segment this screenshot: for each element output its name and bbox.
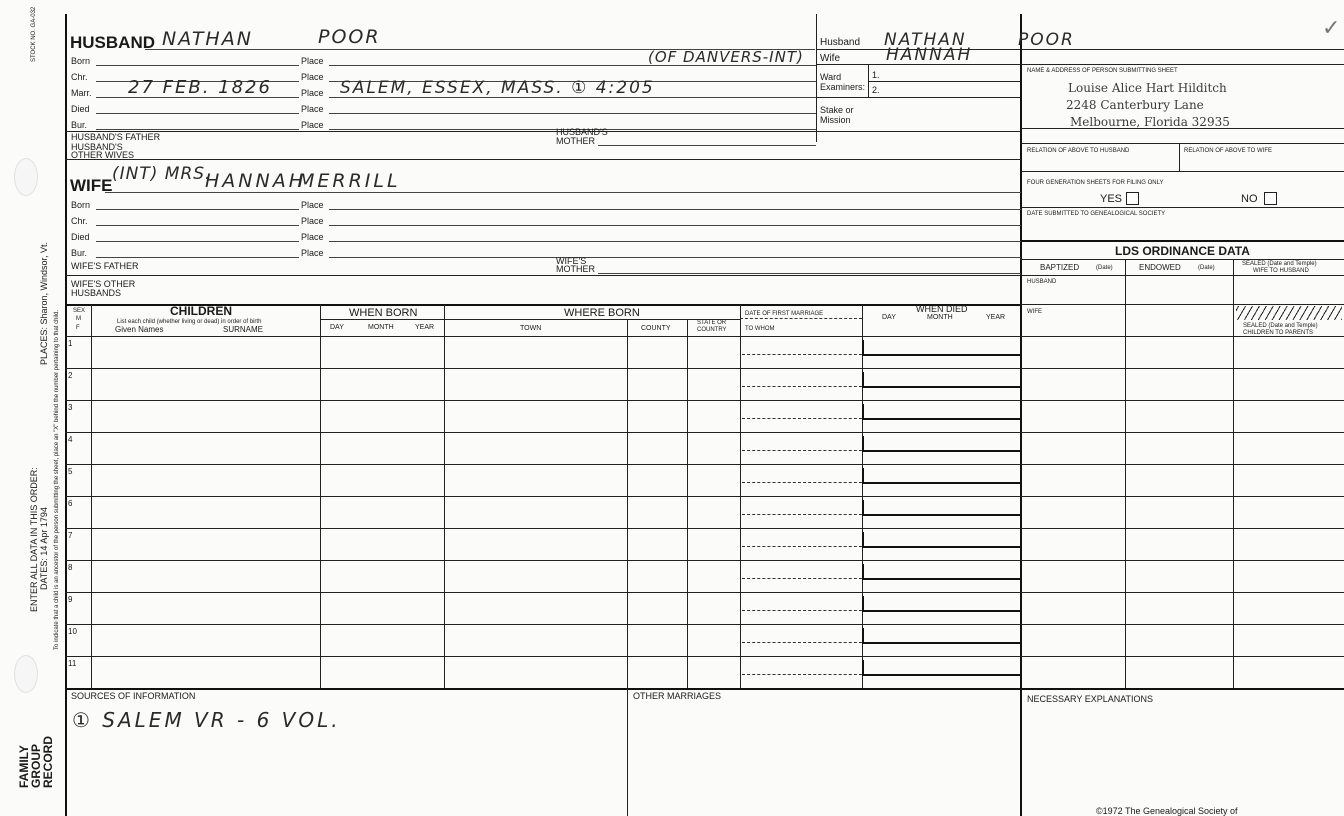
marriage-dash-line	[742, 674, 862, 675]
when-died-bracket	[862, 436, 1022, 452]
husband-bur-label: Bur.	[71, 120, 88, 130]
side-indicate-instructions: To indicate that a child is an ancestor of the person submitting the sheet, place an "X" behind the number pertaining to that child.	[54, 309, 60, 650]
children-sex-f: F	[76, 325, 80, 331]
husband-note: (OF DANVERS-INT)	[648, 48, 804, 66]
lds-husband-label: HUSBAND	[1027, 279, 1057, 285]
where-born-country: COUNTRY	[697, 327, 727, 333]
where-born-state: STATE OR	[697, 320, 727, 326]
examiners-label: Examiners:	[820, 82, 866, 92]
lds-sealed-wife-label: SEALED (Date and Temple)	[1242, 261, 1317, 267]
lds-baptized-label: BAPTIZED	[1040, 263, 1080, 272]
children-sex-header: SEX	[73, 308, 86, 314]
child-row-divider	[65, 560, 1344, 561]
copyright: ©1972 The Genealogical Society of	[1096, 806, 1238, 816]
sources-text: ① SALEM VR - 6 VOL.	[72, 708, 341, 732]
marriage-dash-line	[742, 514, 862, 515]
child-row-divider	[65, 400, 1344, 401]
marriage-dash-line	[742, 354, 862, 355]
husband-marr-place-label: Place	[301, 88, 324, 98]
wife-born-place-label: Place	[301, 200, 324, 210]
child-row-number: 10	[68, 627, 77, 636]
child-row-divider	[65, 656, 1344, 657]
stock-number: STOCK NO. GA-032	[31, 6, 37, 62]
explanations-label: NECESSARY EXPLANATIONS	[1027, 694, 1154, 704]
four-generation-label: FOUR GENERATION SHEETS FOR FILING ONLY	[1027, 180, 1164, 186]
lds-wife-label: WIFE	[1027, 309, 1042, 315]
wife-given-name: HANNAH	[205, 170, 306, 192]
when-died-day: DAY	[882, 314, 896, 321]
lds-sealed-children-label-2: CHILDREN TO PARENTS	[1243, 330, 1314, 336]
husband-given-name: NATHAN	[162, 28, 253, 50]
side-enter-instructions: ENTER ALL DATA IN THIS ORDER:	[29, 467, 39, 612]
to-whom-header: TO WHOM	[745, 326, 775, 332]
when-died-bracket	[862, 468, 1022, 484]
header-husband-label: Husband	[820, 37, 861, 48]
husband-mother-label-2: MOTHER	[556, 136, 595, 146]
child-row-divider	[65, 464, 1344, 465]
child-row-number: 8	[68, 563, 73, 572]
date-submitted-label: DATE SUBMITTED TO GENEALOGICAL SOCIETY	[1027, 211, 1166, 217]
lds-endowed-label: ENDOWED	[1139, 263, 1181, 272]
child-row-number: 4	[68, 435, 73, 444]
child-row-divider	[65, 496, 1344, 497]
child-row-divider	[65, 624, 1344, 625]
marriage-dash-line	[742, 386, 862, 387]
husband-other-wives-label: HUSBAND'S	[71, 142, 123, 152]
submitter-city: Melbourne, Florida 32935	[1070, 115, 1230, 129]
child-row-divider	[65, 432, 1344, 433]
husband-label: HUSBAND	[70, 33, 155, 52]
wife-prefix: (INT) MRS.	[112, 164, 212, 184]
punch-hole-top	[14, 158, 38, 196]
submitter-label: NAME & ADDRESS OF PERSON SUBMITTING SHEET	[1027, 68, 1178, 74]
marriage-dash-line	[742, 546, 862, 547]
mission-label: Mission	[820, 115, 851, 125]
stake-label: Stake or	[820, 105, 854, 115]
children-subtitle: List each child (whether living or dead) in order of birth	[117, 319, 262, 325]
child-row-number: 7	[68, 531, 73, 540]
wife-chr-place-label: Place	[301, 216, 324, 226]
wife-other-husbands-label: WIFE'S OTHER	[71, 279, 136, 289]
husband-mother-label: HUSBAND'S	[556, 127, 608, 137]
child-row-number: 2	[68, 371, 73, 380]
when-died-bracket	[862, 532, 1022, 548]
child-row-number: 9	[68, 595, 73, 604]
when-died-bracket	[862, 628, 1022, 644]
sources-label: SOURCES OF INFORMATION	[71, 691, 196, 701]
child-row-divider	[65, 528, 1344, 529]
where-born-county: COUNTY	[641, 325, 671, 332]
lds-hatched-cell	[1236, 306, 1342, 320]
child-row-number: 5	[68, 467, 73, 476]
header-wife-name: HANNAH	[886, 45, 973, 65]
yes-checkbox[interactable]	[1126, 192, 1139, 205]
when-died-bracket	[862, 660, 1022, 676]
lds-title: LDS ORDINANCE DATA	[1115, 244, 1250, 258]
relation-wife-label: RELATION OF ABOVE TO WIFE	[1184, 148, 1273, 154]
examiner-1: 1.	[872, 70, 880, 80]
when-born-header: WHEN BORN	[349, 307, 418, 319]
marriage-dash-line	[742, 578, 862, 579]
when-died-bracket	[862, 500, 1022, 516]
no-checkbox[interactable]	[1264, 192, 1277, 205]
marriage-dash-line	[742, 610, 862, 611]
child-row-number: 1	[68, 339, 73, 348]
child-row-number: 11	[68, 659, 77, 668]
when-died-bracket	[862, 340, 1022, 356]
when-died-header: WHEN DIED	[916, 304, 968, 314]
child-row-number: 3	[68, 403, 73, 412]
when-died-bracket	[862, 564, 1022, 580]
wife-born-label: Born	[71, 200, 91, 210]
where-born-header: WHERE BORN	[564, 307, 640, 319]
child-row-number: 6	[68, 499, 73, 508]
header-husband-given: NATHAN	[884, 30, 967, 50]
husband-born-place-label: Place	[301, 56, 324, 66]
wife-died-place-label: Place	[301, 232, 324, 242]
when-died-bracket	[862, 596, 1022, 612]
when-died-month: MONTH	[927, 314, 953, 321]
children-sex-m: M	[76, 316, 81, 322]
child-row-divider	[65, 368, 1344, 369]
lds-endowed-date-tag: (Date)	[1198, 265, 1215, 271]
where-born-town: TOWN	[520, 325, 542, 332]
husband-chr-place-label: Place	[301, 72, 324, 82]
husband-chr-label: Chr.	[71, 72, 88, 82]
submitter-name: Louise Alice Hart Hilditch	[1068, 81, 1227, 95]
marriage-dash-line	[742, 642, 862, 643]
when-born-month: MONTH	[368, 324, 394, 331]
first-marriage-header: DATE OF FIRST MARRIAGE	[745, 311, 824, 317]
when-died-bracket	[862, 372, 1022, 388]
husband-died-label: Died	[71, 104, 90, 114]
punch-hole-bottom	[14, 655, 38, 693]
husband-father-label: HUSBAND'S FATHER	[71, 132, 161, 142]
children-given-names-header: Given Names	[115, 325, 164, 334]
marriage-dash-line	[742, 450, 862, 451]
when-died-year: YEAR	[986, 314, 1006, 321]
form-side-title: FAMILY GROUP RECORD	[17, 735, 55, 788]
lds-baptized-date-tag: (Date)	[1096, 265, 1113, 271]
husband-marriage-place: SALEM, ESSEX, MASS. ① 4:205	[340, 78, 655, 98]
other-marriages-label: OTHER MARRIAGES	[633, 691, 722, 701]
wife-bur-place-label: Place	[301, 248, 324, 258]
lds-sealed-wife-label-2: WIFE TO HUSBAND	[1253, 268, 1309, 274]
wife-label: WIFE	[70, 176, 113, 195]
wife-father-label: WIFE'S FATHER	[71, 261, 139, 271]
examiner-2: 2.	[872, 85, 880, 95]
when-died-bracket	[862, 404, 1022, 420]
child-row-divider	[65, 592, 1344, 593]
children-title: CHILDREN	[170, 304, 232, 318]
when-born-day: DAY	[330, 324, 344, 331]
yes-label: YES	[1100, 193, 1123, 205]
husband-surname: POOR	[318, 26, 381, 48]
header-husband-surname: POOR	[1018, 30, 1075, 50]
side-places-example: PLACES: Sharon, Windsor, Vt.	[39, 241, 49, 365]
marriage-dash-line	[742, 418, 862, 419]
wife-chr-label: Chr.	[71, 216, 88, 226]
wife-died-label: Died	[71, 232, 90, 242]
wife-other-husbands-label-2: HUSBANDS	[71, 288, 122, 298]
side-dates-example: DATES: 14 Apr 1794	[39, 507, 49, 590]
submitter-street: 2248 Canterbury Lane	[1066, 98, 1204, 112]
wife-mother-label: WIFE'S	[556, 256, 587, 266]
husband-died-place-label: Place	[301, 104, 324, 114]
marriage-dash-line	[742, 482, 862, 483]
husband-marr-label: Marr.	[71, 88, 92, 98]
wife-bur-label: Bur.	[71, 248, 88, 258]
husband-born-label: Born	[71, 56, 91, 66]
wife-surname: MERRILL	[298, 170, 401, 192]
ward-label: Ward	[820, 72, 842, 82]
relation-husband-label: RELATION OF ABOVE TO HUSBAND	[1027, 148, 1130, 154]
husband-marriage-date: 27 FEB. 1826	[128, 77, 272, 98]
children-surname-header: SURNAME	[223, 325, 264, 334]
lds-divider	[1020, 336, 1344, 337]
check-mark: ✓	[1322, 16, 1341, 41]
wife-mother-label-2: MOTHER	[556, 264, 595, 274]
no-label: NO	[1241, 193, 1258, 205]
husband-bur-place-label: Place	[301, 120, 324, 130]
lds-sealed-children-label: SEALED (Date and Temple)	[1243, 323, 1318, 329]
husband-other-wives-label-2: OTHER WIVES	[71, 150, 135, 160]
header-wife-label: Wife	[820, 53, 840, 64]
when-born-year: YEAR	[415, 324, 435, 331]
